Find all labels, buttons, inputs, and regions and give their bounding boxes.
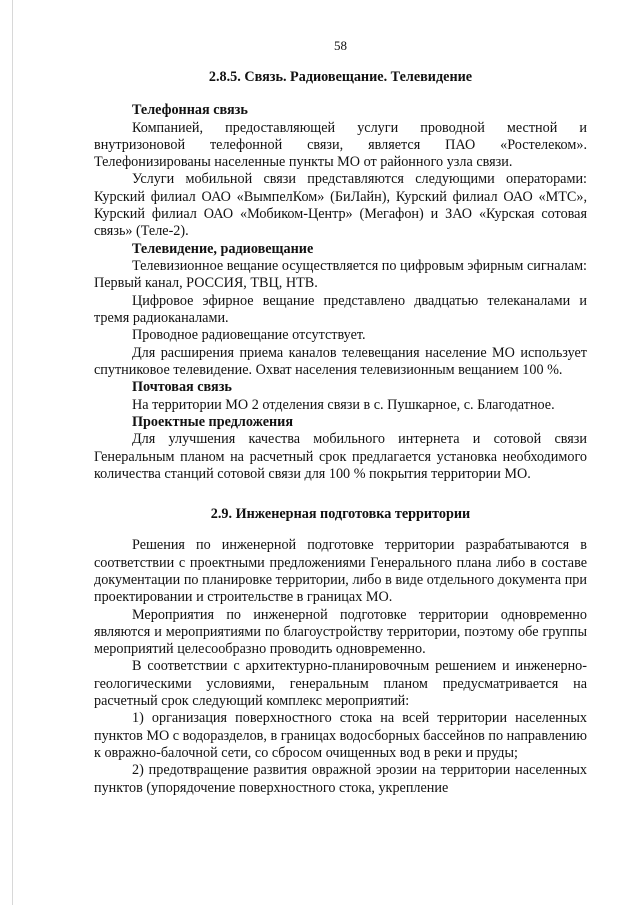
paragraph: На территории МО 2 отделения связи в с. Пушкарное, с. Благодатное. xyxy=(132,396,555,413)
section-title-communications: 2.8.5. Связь. Радиовещание. Телевидение xyxy=(208,69,473,85)
paragraph: Проводное радиовещание отсутствует. xyxy=(132,327,366,344)
paragraph: Услуги мобильной связи представляются следующими операторами: Курский филиал ОАО «ВымпелКом» (БиЛайн), Курский филиал ОАО «МТС», Курский филиал ОАО «Мобиком-Центр» (Мегафон) и ЗАО «Курская сотовая связь» (Теле-2). xyxy=(94,171,587,240)
paragraph: В соответствии с архитектурно-планировочным решением и инженерно-геологическими условиями, генеральным планом предусматривается на расчетный срок следующий комплекс мероприятий: xyxy=(94,658,587,710)
paragraph: Цифровое эфирное вещание представлено двадцатью телеканалами и тремя радиоканалами. xyxy=(94,292,587,326)
paragraph: Мероприятия по инженерной подготовке территории одновременно являются и мероприятиями по благоустройству территории, поэтому обе группы мероприятий целесообразно проводить одновременно. xyxy=(94,606,587,658)
page-edge-line xyxy=(12,0,13,905)
list-item: 1) организация поверхностного стока на всей территории населенных пунктов МО с водоразделов, в границах водосборных бассейнов по направлению к овражно-балочной сети, со сбросом очищенных вод в реки и пруды; xyxy=(94,710,587,761)
paragraph: Для улучшения качества мобильного интернета и сотовой связи Генеральным планом на расчетный срок предлагается установка необходимого количества станций сотовой связи для 100 % покрытия территории МО. xyxy=(94,431,587,483)
subsection-heading-telephone: Телефонная связь xyxy=(132,102,248,118)
subsection-heading-postal: Почтовая связь xyxy=(132,379,232,396)
subsection-heading-proposals: Проектные предложения xyxy=(132,413,294,430)
section-title-engineering: 2.9. Инженерная подготовка территории xyxy=(210,506,471,523)
paragraph: Для расширения приема каналов телевещания население МО использует спутниковое телевидение. Охват населения телевизионным вещанием 100 %. xyxy=(94,344,587,378)
paragraph: Телевизионное вещание осуществляется по цифровым эфирным сигналам: Первый канал, РОССИЯ, ТВЦ, НТВ. xyxy=(94,258,587,292)
paragraph: Компанией, предоставляющей услуги проводной местной и внутризоновой телефонной связи, является ПАО «Ростелеком». Телефонизированы населенные пункты МО от районного узла связи. xyxy=(94,119,587,171)
paragraph: Решения по инженерной подготовке территории разрабатываются в соответствии с проектными предложениями Генерального плана либо в составе документации по планировке территории, либо в виде отдельного документа при проектировании и строительстве в границах МО. xyxy=(94,537,587,606)
page-number: 58 xyxy=(334,38,347,53)
subsection-heading-tv-radio: Телевидение, радиовещание xyxy=(132,240,314,257)
list-item: 2) предотвращение развития овражной эрозии на территории населенных пунктов (упорядочение поверхностного стока, укрепление xyxy=(94,762,587,796)
